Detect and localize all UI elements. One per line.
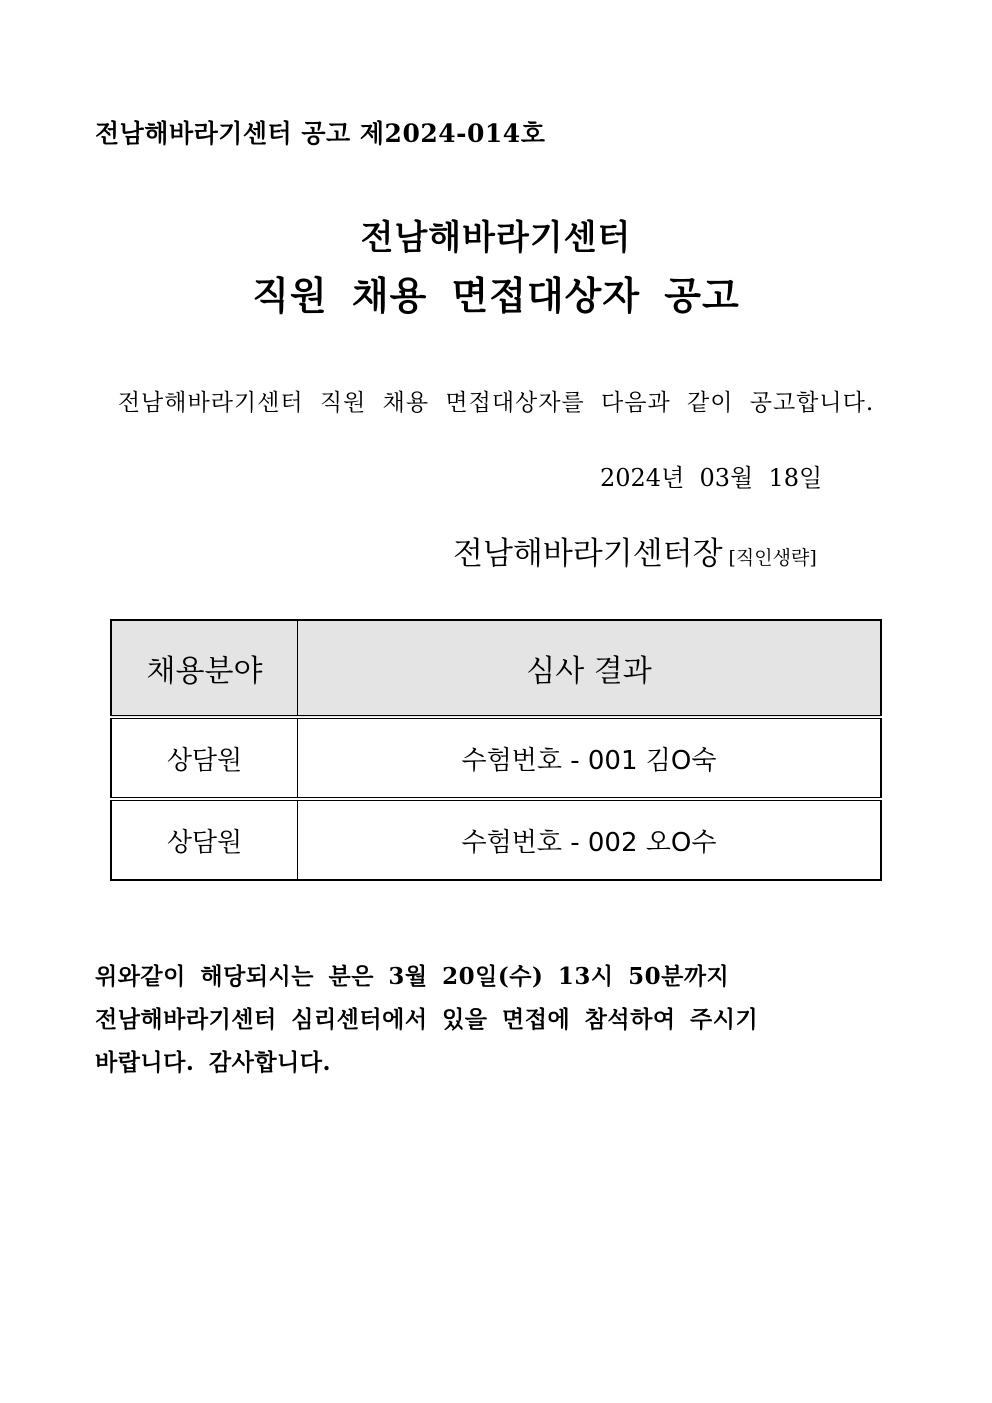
closing-line: 전남해바라기센터 심리센터에서 있을 면접에 참석하여 주시기 <box>95 1006 759 1033</box>
row-field: 상담원 <box>111 799 298 880</box>
row-result: 수험번호 - 001 김O숙 <box>298 717 882 799</box>
row-result: 수험번호 - 002 오O수 <box>298 799 882 880</box>
notice-number: 전남해바라기센터 공고 제2024-014호 <box>95 119 546 148</box>
issuer <box>453 528 817 573</box>
closing-line: 위와같이 해당되시는 분은 3월 20일(수) 13시 50분까지 <box>95 963 730 990</box>
page-title-organization: 전남해바라기센터 <box>360 218 632 258</box>
header-result: 심사 결과 <box>298 620 882 717</box>
table-row <box>111 799 881 880</box>
row-field: 상담원 <box>111 717 298 799</box>
page-title: 직원 채용 면접대상자 공고 <box>252 274 740 318</box>
closing-line: 바랍니다. 감사합니다. <box>95 1049 331 1076</box>
closing-text <box>95 955 758 1084</box>
issuer-seal-note: [직인생략] <box>728 547 817 569</box>
table-header-row <box>111 620 881 717</box>
issuer-name: 전남해바라기센터장 <box>453 536 723 572</box>
notice-date: 2024년 03월 18일 <box>600 464 823 492</box>
result-table <box>110 619 882 881</box>
table-row <box>111 717 881 799</box>
intro-text: 전남해바라기센터 직원 채용 면접대상자를 다음과 같이 공고합니다. <box>117 390 875 416</box>
header-field: 채용분야 <box>111 620 298 717</box>
